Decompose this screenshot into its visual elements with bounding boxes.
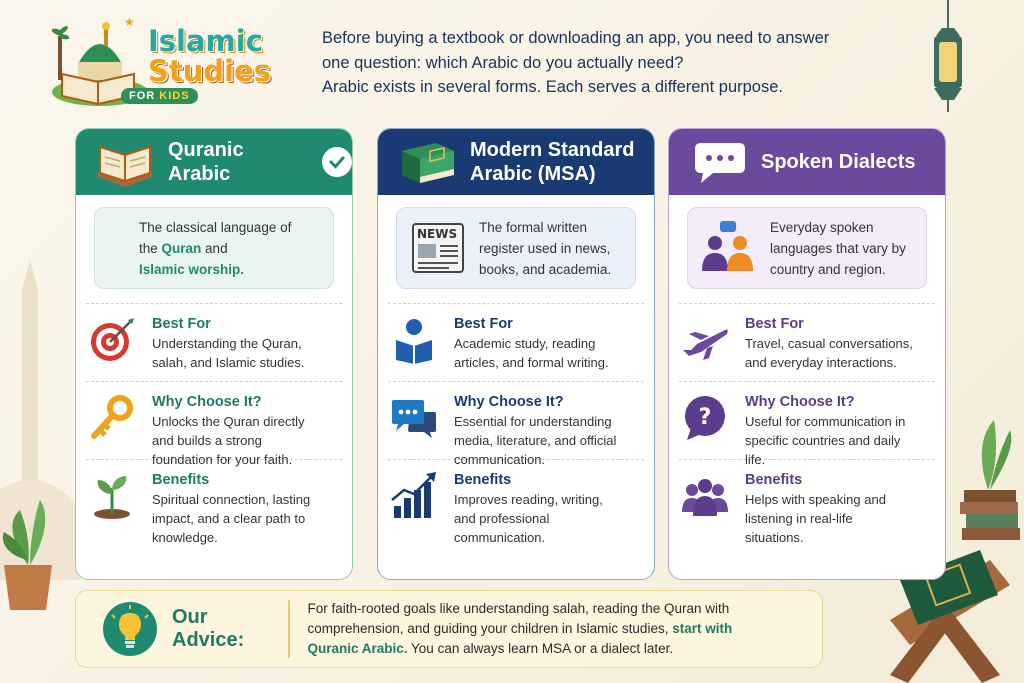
advice-box xyxy=(75,590,823,668)
lightbulb-icon xyxy=(102,601,158,657)
intro-line-3: Arabic exists in several forms. Each serves a different purpose. xyxy=(322,78,783,96)
msa-desc-text: The formal written register used in news, books, and academia. xyxy=(479,219,612,277)
speech-bubble-icon xyxy=(687,137,749,187)
checkmark-icon xyxy=(322,147,352,177)
desc-line-2: the Quran and xyxy=(139,240,228,256)
why-choose-title: Why Choose It? xyxy=(745,394,855,410)
why-choose-text: Unlocks the Quran directly and builds a strong foundation for your faith. xyxy=(152,414,305,467)
lantern-decoration xyxy=(918,0,978,125)
intro-text xyxy=(322,26,842,100)
green-book-icon xyxy=(396,137,458,187)
key-icon xyxy=(88,394,136,442)
quran-benefits xyxy=(76,460,352,545)
msa-description xyxy=(396,207,636,289)
quranic-arabic-header xyxy=(76,129,352,195)
mosque-silhouette-decoration xyxy=(0,250,80,580)
advice-text: For faith-rooted goals like understanding salah, reading the Quran with comprehension, and guiding your children in Islamic studies, start with Quranic Arabic. You can always learn MSA or a dialect later. xyxy=(307,601,733,656)
advice-title: Our Advice: xyxy=(172,606,245,651)
group-icon xyxy=(681,472,729,520)
intro-line-1: Before buying a textbook or downloading an app, you need to answer xyxy=(322,29,830,47)
spoken-dialects-title: Spoken Dialects xyxy=(761,151,916,173)
benefits-title: Benefits xyxy=(152,472,210,488)
quranic-arabic-title: Quranic Arabic xyxy=(168,139,244,185)
svg-text:NEWS: NEWS xyxy=(417,227,458,241)
intro-line-2: one question: which Arabic do you actually need? xyxy=(322,53,684,72)
dialects-best-for xyxy=(669,304,945,381)
best-for-title: Best For xyxy=(745,316,804,332)
benefits-text: Improves reading, writing, and professional communication. xyxy=(454,492,603,545)
spoken-dialects-header xyxy=(669,129,945,195)
svg-text:?: ? xyxy=(698,405,712,430)
reader-icon xyxy=(390,316,438,364)
benefits-text: Spiritual connection, lasting impact, and a clear path to knowledge. xyxy=(152,492,311,545)
spoken-dialects-description xyxy=(687,207,927,289)
dialects-benefits xyxy=(669,460,945,545)
best-for-title: Best For xyxy=(454,316,513,332)
desc-line-3: Islamic worship. xyxy=(139,261,245,277)
dialects-why-choose xyxy=(669,382,945,467)
quran-best-for xyxy=(76,304,352,381)
best-for-text: Academic study, reading articles, and formal writing. xyxy=(454,336,609,370)
spoken-dialects-card xyxy=(668,128,946,580)
best-for-text: Travel, casual conversations, and everyday interactions. xyxy=(745,336,913,370)
quranic-arabic-description xyxy=(94,207,334,289)
quran-book-icon xyxy=(94,137,156,187)
dialects-desc-text: Everyday spoken languages that vary by country and region. xyxy=(770,219,906,277)
msa-header xyxy=(378,129,654,195)
question-bubble-icon xyxy=(681,394,729,442)
why-choose-title: Why Choose It? xyxy=(454,394,564,410)
desc-line-1: The classical language of xyxy=(139,219,292,235)
msa-card xyxy=(377,128,655,580)
benefits-text: Helps with speaking and listening in real-life situations. xyxy=(745,492,886,545)
why-choose-text: Useful for communication in specific countries and daily life. xyxy=(745,414,906,467)
benefits-title: Benefits xyxy=(745,472,803,488)
why-choose-title: Why Choose It? xyxy=(152,394,262,410)
quranic-arabic-card xyxy=(75,128,353,580)
logo-title-line2: Studies xyxy=(148,54,272,88)
why-choose-text: Essential for understanding media, literature, and official communication. xyxy=(454,414,617,467)
sprout-icon xyxy=(88,472,136,520)
svg-text:★: ★ xyxy=(124,15,135,29)
people-talking-icon xyxy=(698,219,758,277)
plant-pot-decoration xyxy=(0,470,60,610)
airplane-icon xyxy=(681,316,729,364)
best-for-text: Understanding the Quran, salah, and Islamic studies. xyxy=(152,336,305,370)
brand-logo xyxy=(48,12,278,112)
msa-title: Modern Standard Arabic (MSA) xyxy=(470,139,635,185)
logo-for-kids-badge: FOR KIDS xyxy=(121,88,198,104)
logo-title-line1: Islamic xyxy=(148,24,263,58)
newspaper-icon xyxy=(409,220,467,276)
quran-why-choose xyxy=(76,382,352,467)
msa-benefits xyxy=(378,460,654,545)
best-for-title: Best For xyxy=(152,316,211,332)
chat-bubbles-icon xyxy=(390,394,438,442)
growth-chart-icon xyxy=(390,472,438,520)
msa-best-for xyxy=(378,304,654,381)
benefits-title: Benefits xyxy=(454,472,512,488)
target-icon xyxy=(88,316,136,364)
msa-why-choose xyxy=(378,382,654,467)
